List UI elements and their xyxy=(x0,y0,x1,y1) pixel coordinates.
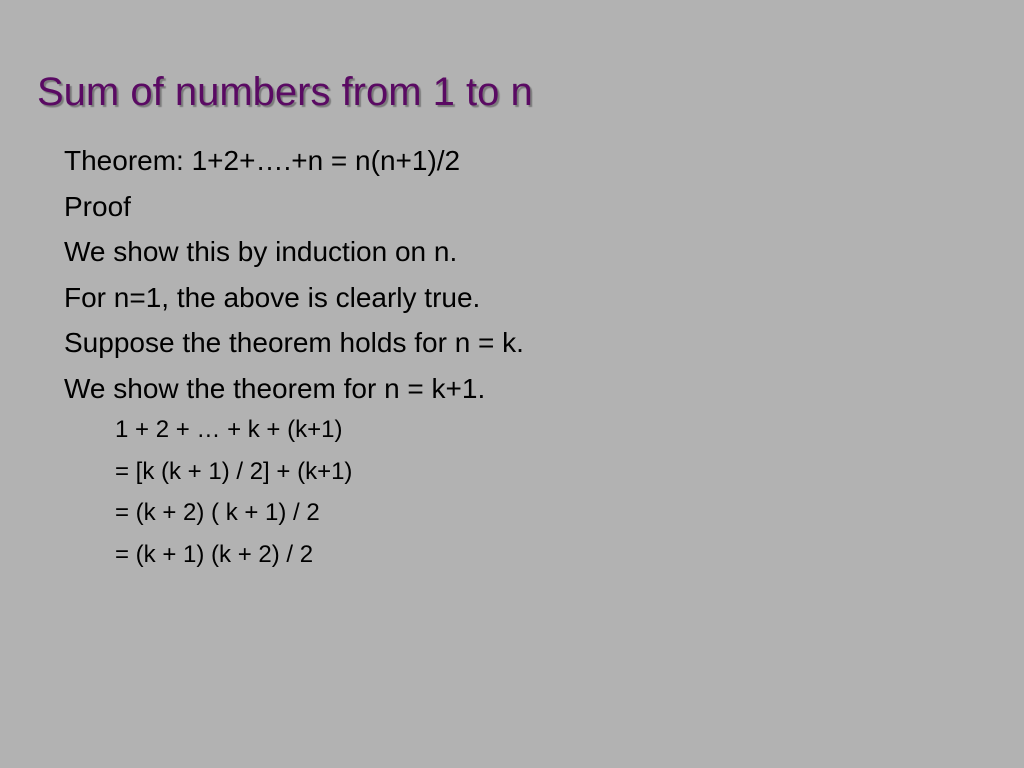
hypothesis-line: Suppose the theorem holds for n = k. xyxy=(64,327,524,358)
step-line: We show the theorem for n = k+1. xyxy=(64,372,486,404)
induction-line: We show this by induction on n. xyxy=(64,236,458,267)
theorem-line: Theorem: 1+2+….+n = n(n+1)/2 xyxy=(64,145,461,176)
derivation-step: 1 + 2 + … + k + (k+1) xyxy=(115,416,343,443)
base-case-line: For n=1, the above is clearly true. xyxy=(64,281,481,313)
derivation-list xyxy=(115,409,352,575)
derivation-step: = (k + 1) (k + 2) / 2 xyxy=(115,540,314,568)
proof-line: Proof xyxy=(64,190,131,222)
slide-title: Sum of numbers from 1 to n xyxy=(37,70,533,114)
derivation-step: = [k (k + 1) / 2] + (k+1) xyxy=(115,457,353,485)
derivation-step: = (k + 2) ( k + 1) / 2 xyxy=(115,499,320,526)
slide-body xyxy=(64,138,524,411)
